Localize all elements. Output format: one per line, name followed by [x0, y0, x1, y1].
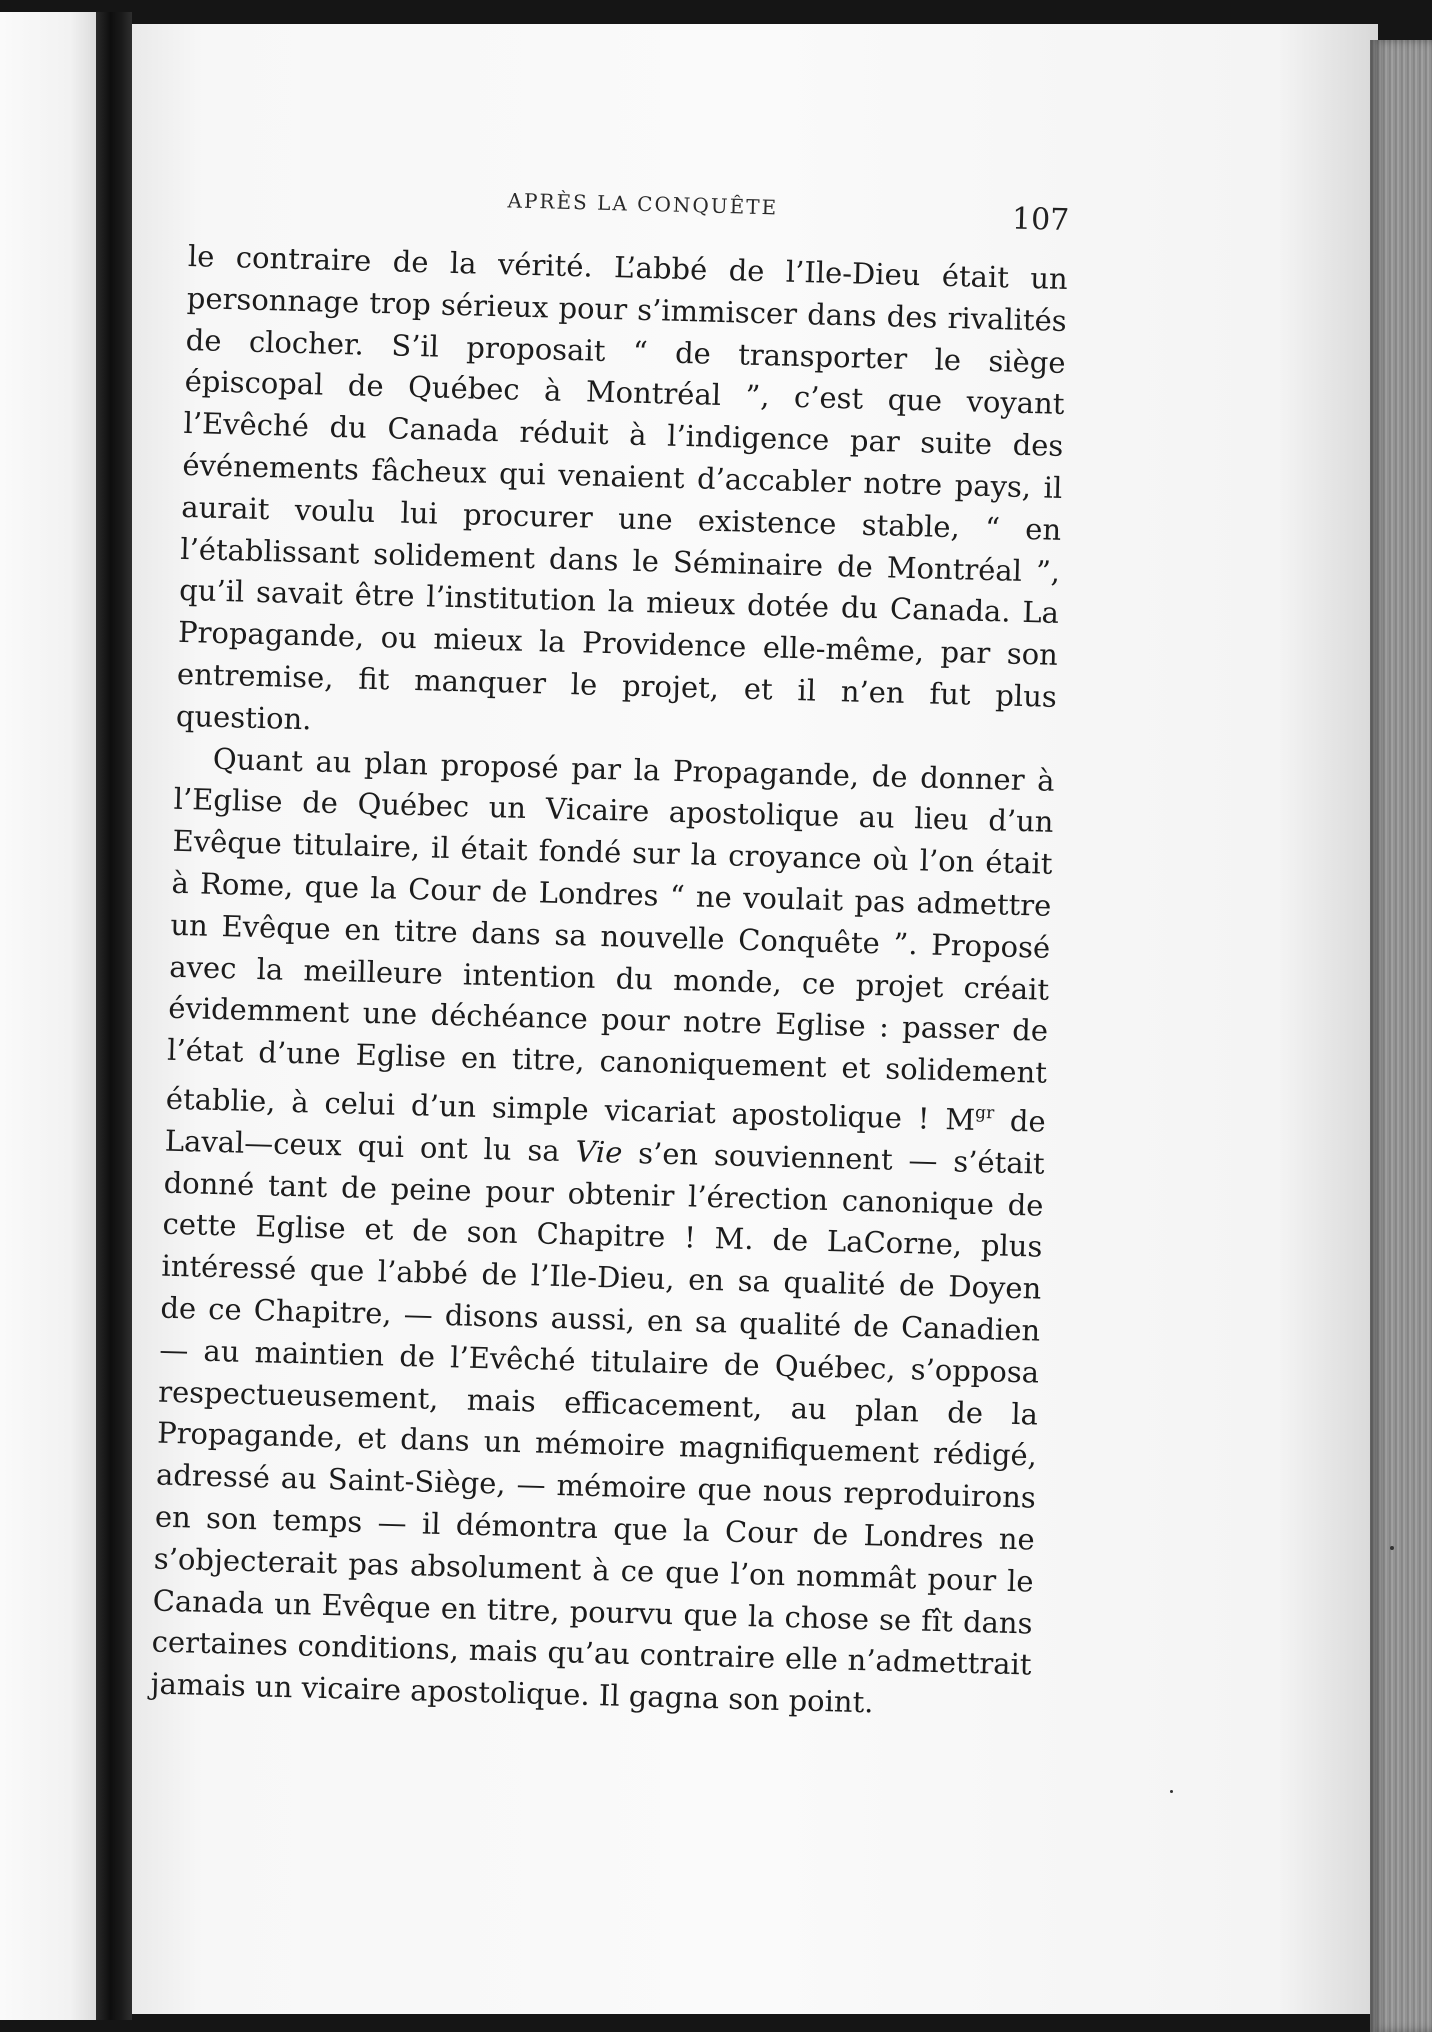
- paragraph-2-part-b: de Laval—ceux qui ont lu sa: [164, 1103, 1047, 1169]
- left-page-edge: [0, 12, 100, 2020]
- page-number: 107: [1011, 201, 1070, 239]
- scan-speck: [1390, 1546, 1394, 1550]
- paragraph-2-part-c: s’en souviennent — s’était donné tant de peine pour obtenir l’érection canonique de cette Eglise et de son Chapitre ! M. de LaCorne, plus intéressé que l’abbé de l’Ile-Dieu, en sa qualité de Doyen de ce Chapitre, — disons aussi, en sa qualité de Canadien — au maintien de l’Evêché titulaire de Québec, s’opposa respectueusement, mais efficacement, au plan de la Propagande, et dans un mémoire magnifiquement rédigé, adressé au Saint-Siège, — mémoire que nous reproduirons en son temps — il démontra que la Cour de Londres ne s’objecterait pas absolument à ce que l’on nommât pour le Canada un Evêque en titre, pourvu que la chose se fît dans certaines conditions, mais qu’au contraire elle n’admettrait jamais un vicaire apostolique. Il gagna son point.: [150, 1135, 1046, 1720]
- text-block: [150, 180, 1070, 1728]
- paragraph-1: le contraire de la vérité. L’abbé de l’Ile-Dieu était un personnage trop sérieux pour s’immiscer dans des rivalités de clocher. S’il proposait “ de transporter le siège épiscopal de Québec à Montréal ”, c’est que voyant l’Evêché du Canada réduit à l’indigence par suite des événements fâcheux qui venaient d’accabler notre pays, il aurait voulu lui procurer une existence stable, “ en l’établissant solidement dans le Séminaire de Montréal ”, qu’il savait être l’institution la mieux dotée du Canada. La Propagande, ou mieux la Providence elle-même, par son entremise, fit manquer le projet, et il n’en fut plus question.: [175, 238, 1069, 737]
- running-head: APRÈS LA CONQUÊTE: [507, 188, 779, 220]
- paragraph-2-superscript: gr: [974, 1102, 995, 1124]
- scan-speck: [1170, 1790, 1173, 1793]
- book-gutter: [96, 12, 132, 2020]
- paragraph-2: [150, 737, 1055, 1728]
- paragraph-2-part-a: Quant au plan proposé par la Propagande, de donner à l’Eglise de Québec un Vicaire apostolique au lieu d’un Evêque titulaire, il était fondé sur la croyance où l’on était à Rome, que la Cour de Londres “ ne voulait pas admettre un Evêque en titre dans sa nouvelle Conquête ”. Proposé avec la meilleure intention du monde, ce projet créait évidemment une déchéance pour notre Eglise : passer de l’état d’une Eglise en titre, canoniquement et solidement établie, à celui d’un simple vicariat apostolique ! M: [165, 741, 1056, 1137]
- paragraph-2-italic: Vie: [575, 1134, 623, 1170]
- page-stack-edge: [1370, 40, 1432, 2032]
